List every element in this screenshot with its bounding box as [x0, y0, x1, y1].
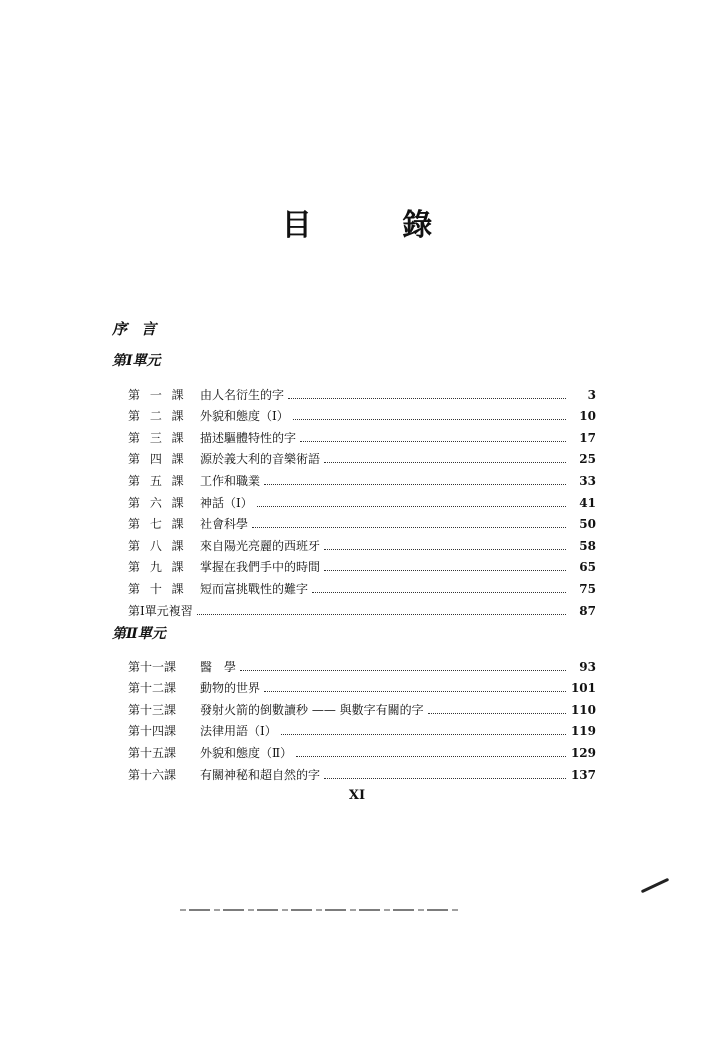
lesson-number: 第 一 課	[128, 387, 187, 402]
lesson-title: 由人名衍生的字	[200, 387, 285, 402]
toc-row	[128, 738, 596, 760]
lesson-title: 描述驅體特性的字	[200, 430, 297, 445]
dot-leader	[296, 756, 566, 757]
page-number: 3	[587, 387, 596, 402]
page-number: 101	[570, 681, 596, 696]
page-number: 137	[570, 767, 596, 782]
page-number: 41	[579, 495, 596, 510]
dot-leader	[281, 734, 566, 735]
lesson-number: 第十四課	[128, 724, 177, 739]
toc-row	[128, 466, 596, 488]
lesson-title: 來自陽光亮麗的西班牙	[200, 538, 321, 553]
lesson-title: 有關神秘和超自然的字	[200, 767, 321, 782]
page-number: 25	[579, 452, 596, 467]
lesson-number: 第 十 課	[128, 581, 187, 596]
lesson-title: 神話（Ⅰ）	[200, 495, 253, 510]
page-number: 87	[579, 603, 596, 618]
toc-row	[128, 423, 596, 445]
dot-leader	[264, 691, 566, 692]
dot-leader	[428, 713, 566, 714]
lesson-title: 短而富挑戰性的難字	[200, 581, 309, 596]
lesson-number: 第 九 課	[128, 560, 187, 575]
unit-1-heading: 第Ⅰ單元	[112, 353, 161, 369]
toc-row	[128, 380, 596, 402]
page-number: 65	[579, 560, 596, 575]
dot-leader	[300, 441, 566, 442]
scan-artifact-line	[180, 909, 460, 911]
folio-page-number: XI	[348, 788, 366, 803]
dot-leader	[324, 570, 566, 571]
toc-row	[128, 574, 596, 596]
unit-2-heading: 第Ⅱ單元	[112, 626, 166, 642]
toc-row	[128, 510, 596, 532]
lesson-number: 第十一課	[128, 659, 177, 674]
lesson-number: 第 二 課	[128, 409, 187, 424]
lesson-title: 工作和職業	[200, 473, 261, 488]
lesson-number: 第十六課	[128, 767, 177, 782]
dot-leader	[324, 462, 566, 463]
unit-2-lesson-list	[128, 652, 596, 782]
toc-row	[128, 652, 596, 674]
dot-leader	[197, 614, 566, 615]
page-number: 58	[579, 538, 596, 553]
toc-row	[128, 402, 596, 424]
page-number: 119	[570, 724, 596, 739]
page-number: 75	[579, 581, 596, 596]
lesson-number: 第十三課	[128, 702, 177, 717]
page-number: 17	[579, 430, 596, 445]
unit-1-lesson-list	[128, 380, 596, 618]
lesson-title: 掌握在我們手中的時間	[200, 560, 321, 575]
lesson-number: 第 四 課	[128, 452, 187, 467]
lesson-number: 第十五課	[128, 745, 177, 760]
toc-row	[128, 695, 596, 717]
dot-leader	[324, 778, 566, 779]
dot-leader	[264, 484, 566, 485]
lesson-number: 第 三 課	[128, 430, 187, 445]
toc-row	[128, 488, 596, 510]
toc-row	[128, 717, 596, 739]
dot-leader	[240, 670, 566, 671]
lesson-number: 第 五 課	[128, 473, 187, 488]
lesson-title: 法律用語（Ⅰ）	[200, 724, 277, 739]
toc-row	[128, 445, 596, 467]
lesson-title: 發射火箭的倒數讀秒 —— 與數字有關的字	[200, 702, 424, 717]
dot-leader	[257, 506, 566, 507]
page-number: 10	[579, 409, 596, 424]
lesson-title: 醫 學	[200, 659, 237, 674]
lesson-number: 第 六 課	[128, 495, 187, 510]
lesson-number: 第十二課	[128, 681, 177, 696]
lesson-title: 社會科學	[200, 517, 249, 532]
lesson-number: 第 七 課	[128, 517, 187, 532]
toc-row	[128, 760, 596, 782]
preface-entry: 序言	[112, 320, 171, 338]
page-number: 33	[579, 473, 596, 488]
toc-row	[128, 674, 596, 696]
page-number: 129	[570, 745, 596, 760]
dot-leader	[288, 398, 566, 399]
dot-leader	[324, 549, 566, 550]
page-number: 50	[579, 517, 596, 532]
dot-leader	[312, 592, 566, 593]
lesson-title: 外貌和態度（Ⅰ）	[200, 409, 289, 424]
toc-row	[128, 531, 596, 553]
lesson-title: 源於義大利的音樂術語	[200, 452, 321, 467]
lesson-title: 動物的世界	[200, 681, 261, 696]
page-number: 110	[570, 702, 596, 717]
dot-leader	[252, 527, 566, 528]
unit-review-row	[128, 596, 596, 618]
dot-leader	[293, 419, 566, 420]
scan-artifact-mark	[641, 878, 669, 893]
unit-review-title: 第Ⅰ單元複習	[128, 603, 193, 618]
lesson-number: 第 八 課	[128, 538, 187, 553]
lesson-title: 外貌和態度（Ⅱ）	[200, 745, 293, 760]
page-title: 目 錄	[281, 208, 473, 243]
toc-row	[128, 553, 596, 575]
page-number: 93	[579, 659, 596, 674]
